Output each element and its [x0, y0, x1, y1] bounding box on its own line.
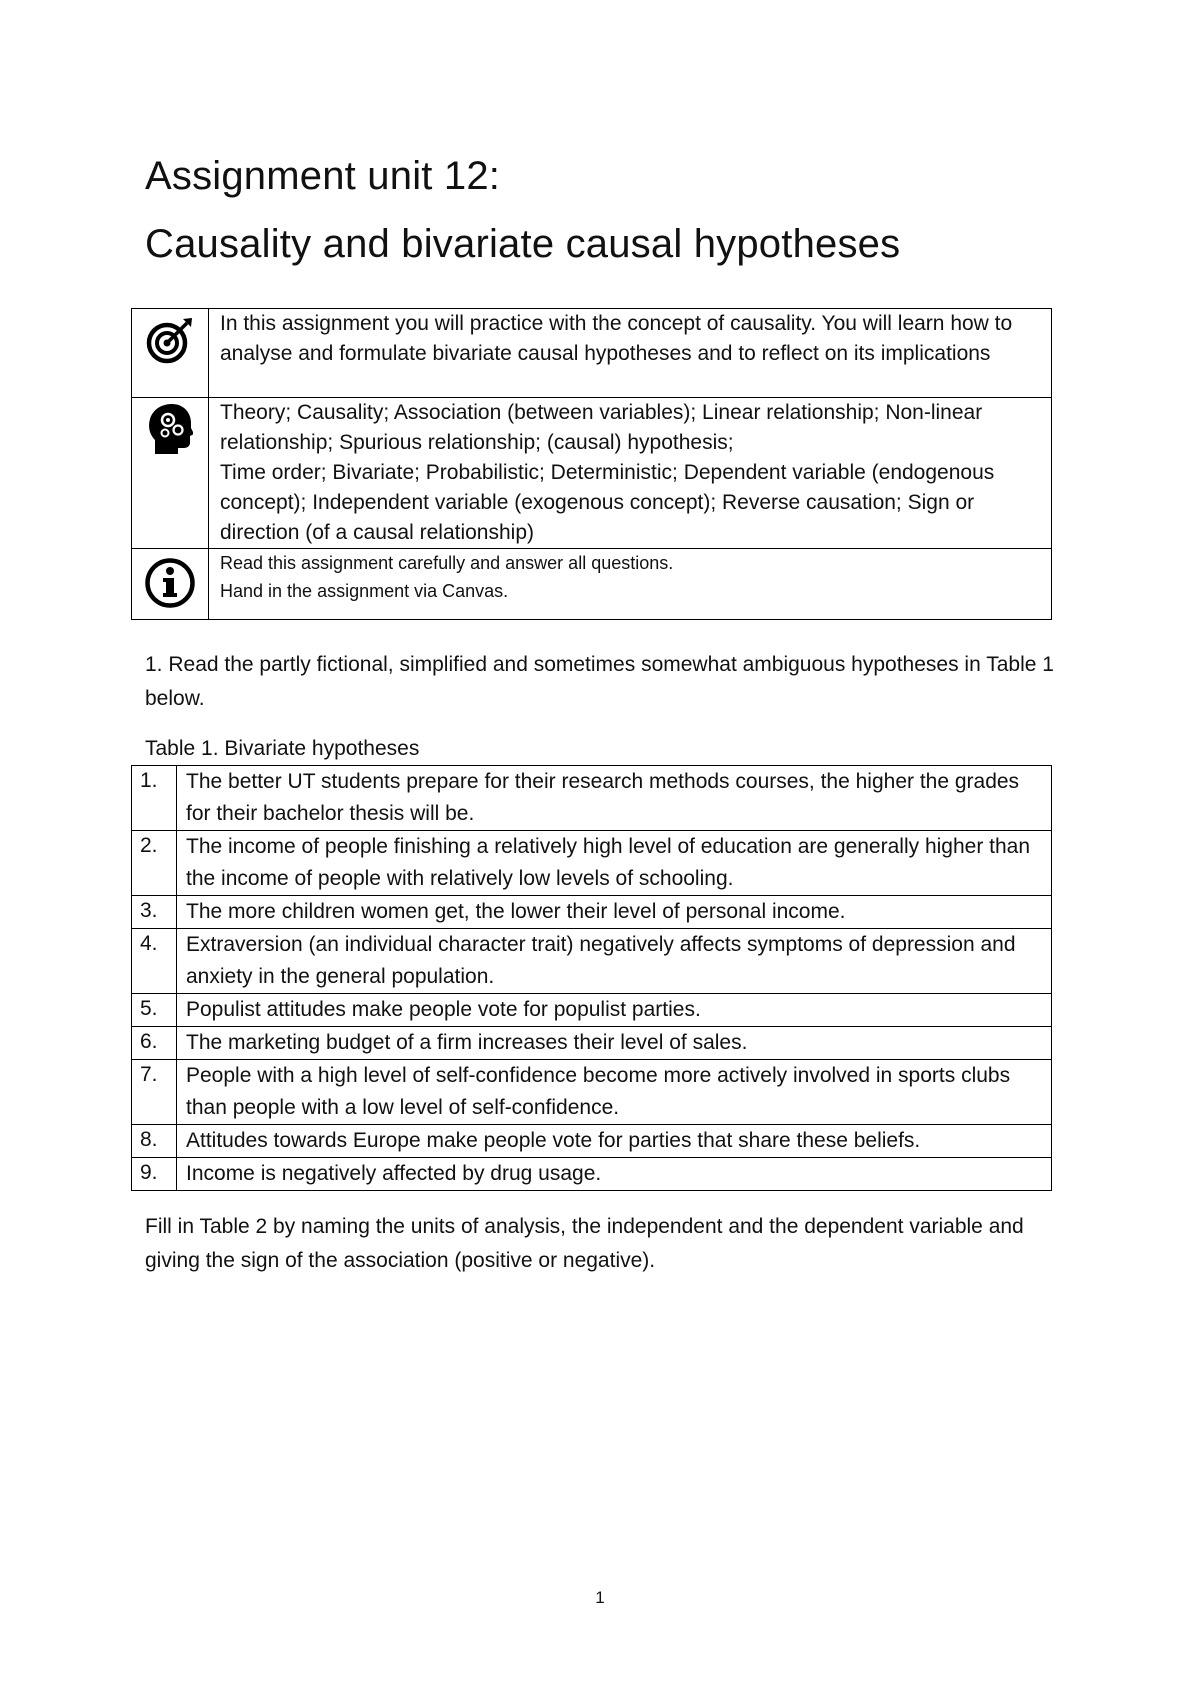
- info-box-info-text: [209, 549, 1052, 620]
- info-box-concepts-text: [209, 398, 1052, 549]
- page-number: 1: [595, 1588, 605, 1607]
- row-hypothesis: Populist attitudes make people vote for populist parties.: [177, 994, 1052, 1027]
- table-row: [132, 831, 1052, 896]
- table-row: [132, 1060, 1052, 1125]
- head-gears-icon: [132, 402, 208, 456]
- table-1-caption: Table 1. Bivariate hypotheses: [145, 737, 420, 760]
- info-box-goal-row: [132, 309, 1052, 398]
- concepts-line-1: Theory; Causality; Association (between variables); Linear relationship; Non-linear relationship; Spurious relationship; (causal) hypothesis;: [220, 401, 983, 454]
- row-hypothesis: The more children women get, the lower their level of personal income.: [177, 896, 1052, 929]
- table-row: [132, 1158, 1052, 1191]
- table-row: [132, 994, 1052, 1027]
- concepts-line-2: Time order; Bivariate; Probabilistic; Deterministic; Dependent variable (endogenous concept); Independent variable (exogenous concept); Reverse causation; Sign or direction (of a causal relationship): [220, 461, 995, 544]
- row-number: 9.: [132, 1158, 177, 1191]
- info-box-concepts-icon-cell: [132, 398, 209, 549]
- table-row: [132, 929, 1052, 994]
- title-line-1: Assignment unit 12:: [145, 154, 501, 198]
- question-1: 1. Read the partly fictional, simplified and sometimes somewhat ambiguous hypotheses in Table 1 below.: [145, 653, 1054, 710]
- row-number: 7.: [132, 1060, 177, 1125]
- table-row: [132, 896, 1052, 929]
- hypotheses-table: [131, 765, 1052, 1191]
- row-number: 1.: [132, 766, 177, 831]
- title-line-2: Causality and bivariate causal hypotheses: [145, 222, 901, 266]
- info-box-goal-text: In this assignment you will practice with the concept of causality. You will learn how to analyse and formulate bivariate causal hypotheses and to reflect on its implications: [209, 309, 1052, 398]
- info-box-info-icon-cell: [132, 549, 209, 620]
- row-number: 2.: [132, 831, 177, 896]
- row-hypothesis: Income is negatively affected by drug usage.: [177, 1158, 1052, 1191]
- info-box-concepts-row: [132, 398, 1052, 549]
- row-hypothesis: The better UT students prepare for their research methods courses, the higher the grades for their bachelor thesis will be.: [177, 766, 1052, 831]
- target-icon: [132, 315, 208, 365]
- info-box-goal-icon-cell: [132, 309, 209, 398]
- table-row: [132, 766, 1052, 831]
- instruction-text: Fill in Table 2 by naming the units of analysis, the independent and the dependent variable and giving the sign of the association (positive or negative).: [145, 1215, 1024, 1272]
- row-hypothesis: People with a high level of self-confidence become more actively involved in sports clubs than people with a low level of self-confidence.: [177, 1060, 1052, 1125]
- row-hypothesis: The marketing budget of a firm increases their level of sales.: [177, 1027, 1052, 1060]
- row-number: 4.: [132, 929, 177, 994]
- row-number: 5.: [132, 994, 177, 1027]
- row-hypothesis: Extraversion (an individual character trait) negatively affects symptoms of depression and anxiety in the general population.: [177, 929, 1052, 994]
- info-box: [131, 308, 1052, 620]
- info-line-1: Read this assignment carefully and answer all questions.: [220, 553, 674, 573]
- row-number: 8.: [132, 1125, 177, 1158]
- row-hypothesis: The income of people finishing a relatively high level of education are generally higher than the income of people with relatively low levels of schooling.: [177, 831, 1052, 896]
- table-row: [132, 1125, 1052, 1158]
- row-hypothesis: Attitudes towards Europe make people vote for parties that share these beliefs.: [177, 1125, 1052, 1158]
- info-line-2: Hand in the assignment via Canvas.: [220, 581, 509, 601]
- info-box-info-row: [132, 549, 1052, 620]
- info-icon: [132, 557, 208, 609]
- row-number: 6.: [132, 1027, 177, 1060]
- row-number: 3.: [132, 896, 177, 929]
- table-row: [132, 1027, 1052, 1060]
